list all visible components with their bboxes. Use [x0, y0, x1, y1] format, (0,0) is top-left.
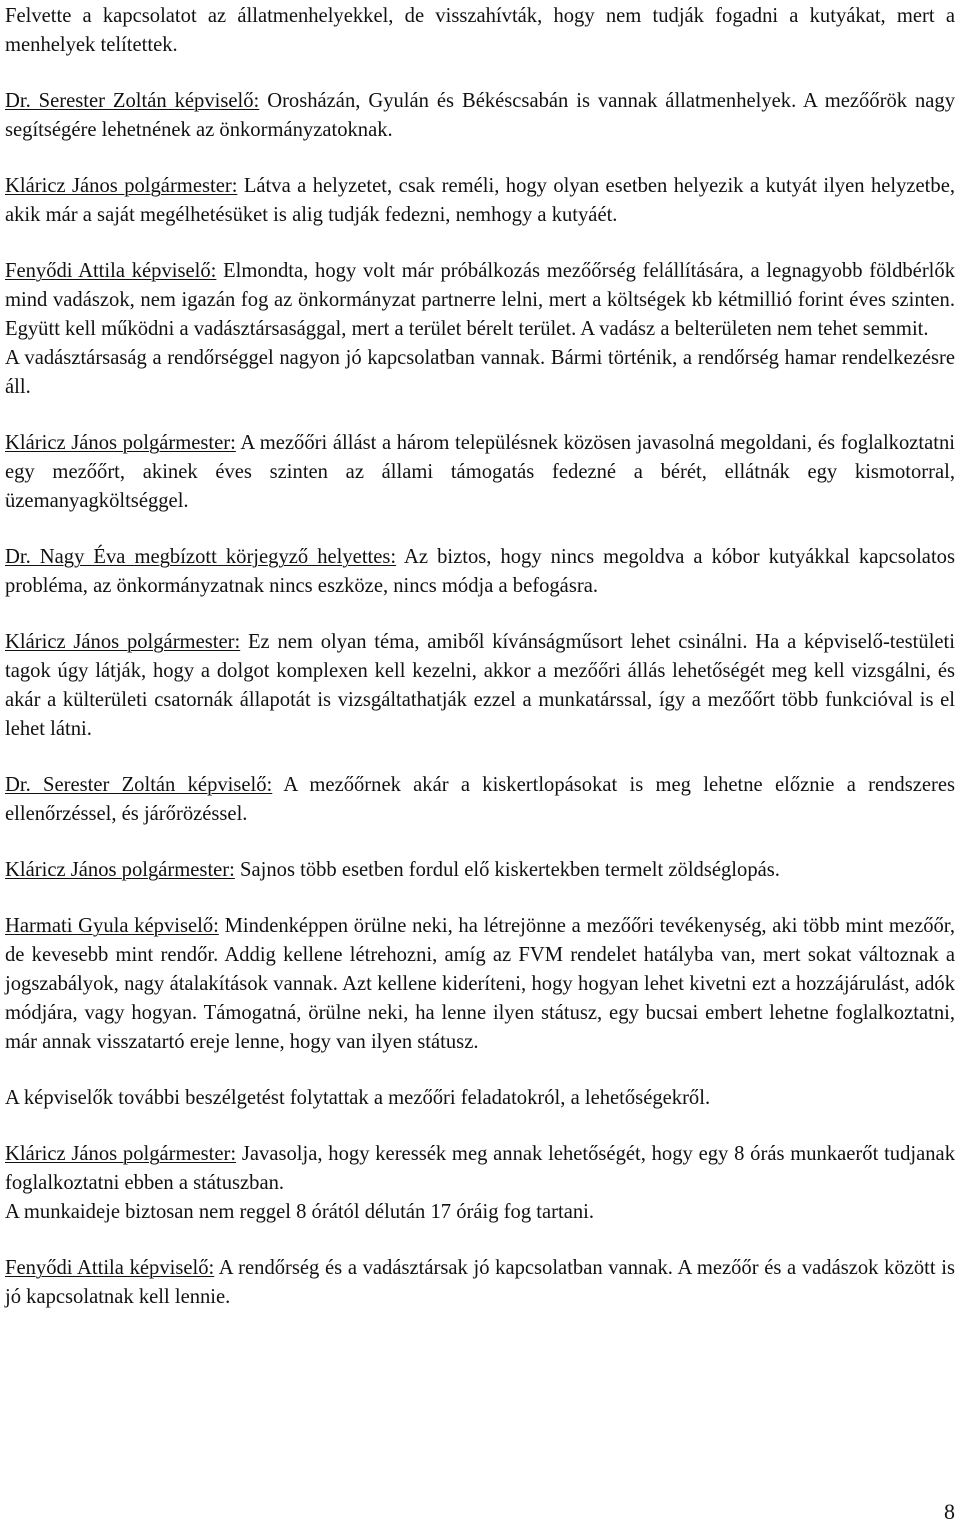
paragraph-text: Felvette a kapcsolatot az állatmenhelyekkel, de visszahívták, hogy nem tudják fogadni a kutyákat, mert a menhelyek telítettek. [5, 5, 955, 56]
paragraph-text: A képviselők további beszélgetést folytattak a mezőőri feladatokról, a lehetőségekről. [5, 1087, 711, 1109]
paragraph-text: A mezőőri állást a három településnek közösen javasolná megoldani, és foglalkoztatni egy mezőőrt, akinek éves szinten az állami támogatás fedezné a bérét, ellátnák egy kismotorral, üzemanyagköltséggel. [5, 432, 955, 512]
paragraph-text: Ez nem olyan téma, amiből kívánságműsort lehet csinálni. Ha a képviselő-testületi tagok úgy látják, hogy a dolgot komplexen kell kezelni, akkor a mezőőri állás lehetőségét meg kell vizsgálni, és akár a külterületi csatornák állapotát is vizsgáltathatják ezzel a munkatárssal, így a mezőőrt több funkcióval is el lehet látni. [5, 631, 955, 740]
paragraph-harmati-1 [5, 912, 955, 1057]
paragraph-hunting-society [5, 344, 955, 402]
speaker-label: Dr. Nagy Éva megbízott körjegyző helyettes: [5, 546, 397, 568]
paragraph-text: Sajnos több esetben fordul elő kiskertekben termelt zöldséglopás. [234, 859, 780, 881]
paragraph-text: A mezőőrnek akár a kiskertlopásokat is meg lehetne előznie a rendszeres ellenőrzéssel, és járőrözéssel. [5, 774, 956, 825]
paragraph-text: Mindenképpen örülne neki, ha létrejönne a mezőőri tevékenység, aki több mint mezőőr, de kevesebb mint rendőr. Addig kellene létrehozni, amíg az FVM rendelet hatályba van, mert sokat változnak a jogszabályok, nagy átalakítások vannak. Azt kellene kideríteni, hogy hogyan lehet kivetni ezt a hozzájárulást, adók módjára, vagy hogyan. Támogatná, örülne neki, ha lenne ilyen státusz, egy bucsai embert lehetne foglalkoztatni, már annak visszatartó ereje lenne, hogy van ilyen státusz. [5, 915, 955, 1053]
paragraph-serester-2 [5, 771, 955, 829]
paragraph-klaricz-5 [5, 1140, 955, 1198]
paragraph-discussion [5, 1084, 955, 1113]
document-page [5, 2, 955, 1339]
paragraph-text: Az biztos, hogy nincs megoldva a kóbor kutyákkal kapcsolatos probléma, az önkormányzatnak nincs eszköze, nincs módja a befogásra. [5, 546, 955, 597]
paragraph-fenyodi-2 [5, 1254, 955, 1312]
paragraph-animal-shelters [5, 2, 955, 60]
paragraph-text: Elmondta, hogy volt már próbálkozás mezőőrség felállítására, a legnagyobb földbérlők mind vadászok, nem igazán fog az önkormányzat partnerre lelni, mert a költségek kb kétmillió forint éves szinten. Együtt kell működni a vadásztársasággal, mert a terület bérelt terület. A vadász a belterületen nem tehet semmit. [5, 260, 955, 340]
speaker-label: Dr. Serester Zoltán képviselő: [5, 90, 260, 112]
paragraph-nagy-1 [5, 543, 955, 601]
paragraph-text: Javasolja, hogy keressék meg annak lehetőségét, hogy egy 8 órás munkaerőt tudjanak foglalkoztatni ebben a státuszban. [5, 1143, 955, 1194]
paragraph-text: Látva a helyzetet, csak reméli, hogy olyan esetben helyezik a kutyát ilyen helyzetbe, akik már a saját megélhetésüket is alig tudják fedezni, nemhogy a kutyáét. [5, 175, 955, 226]
paragraph-text: A rendőrség és a vadásztársak jó kapcsolatban vannak. A mezőőr és a vadászok között is jó kapcsolatnak kell lennie. [5, 1257, 955, 1308]
paragraph-text: A vadásztársaság a rendőrséggel nagyon jó kapcsolatban vannak. Bármi történik, a rendőrség hamar rendelkezésre áll. [5, 347, 955, 398]
speaker-label: Harmati Gyula képviselő: [5, 915, 219, 937]
speaker-label: Fenyődi Attila képviselő: [5, 260, 217, 282]
speaker-label: Kláricz János polgármester: [5, 175, 238, 197]
page-number: 8 [944, 1499, 955, 1524]
speaker-label: Kláricz János polgármester: [5, 859, 235, 881]
paragraph-klaricz-4 [5, 856, 955, 885]
paragraph-serester-1 [5, 87, 955, 145]
speaker-label: Kláricz János polgármester: [5, 1143, 237, 1165]
speaker-label: Kláricz János polgármester: [5, 432, 236, 454]
speaker-label: Kláricz János polgármester: [5, 631, 241, 653]
speaker-label: Dr. Serester Zoltán képviselő: [5, 774, 273, 796]
paragraph-klaricz-1 [5, 172, 955, 230]
paragraph-klaricz-2 [5, 429, 955, 516]
paragraph-text: A munkaideje biztosan nem reggel 8 órától délután 17 óráig fog tartani. [5, 1201, 595, 1223]
paragraph-text: Orosházán, Gyulán és Békéscsabán is vannak állatmenhelyek. A mezőőrök nagy segítségére lehetnének az önkormányzatoknak. [5, 90, 956, 141]
paragraph-working-hours [5, 1198, 955, 1227]
paragraph-fenyodi-1 [5, 257, 955, 344]
paragraph-klaricz-3 [5, 628, 955, 744]
speaker-label: Fenyődi Attila képviselő: [5, 1257, 215, 1279]
